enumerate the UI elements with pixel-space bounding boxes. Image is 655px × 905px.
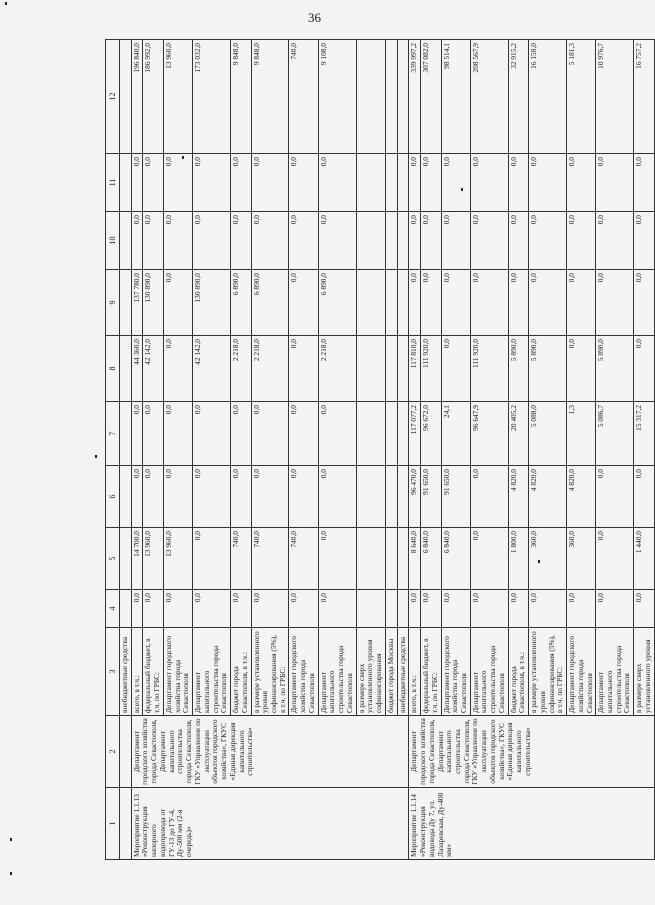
amount-cell: 5 890,0 [596,336,634,402]
funding-source-label: всего, в т.ч.: [131,628,143,716]
amount-cell: 0,0 [470,590,508,628]
amount-cell: 0,0 [193,466,231,528]
amount-cell: 0,0 [143,154,163,212]
amount-cell: 4 820,0 [567,466,596,528]
empty-cell [120,336,132,402]
amount-cell: 5 890,0 [529,336,567,402]
amount-cell: 0,0 [251,402,289,466]
amount-cell: 0,0 [318,402,356,466]
amount-cell [356,270,385,336]
amount-cell: 0,0 [596,466,634,528]
amount-cell: 13 960,0 [163,528,192,590]
amount-cell: 117 810,0 [409,336,421,402]
amount-cell: 0,0 [163,212,192,270]
amount-cell: 130 890,0 [143,270,163,336]
amount-cell: 0,0 [470,212,508,270]
measure-title: Мероприятие 1.1.13 «Реконструкция напорного водопровода от ГУ-13 до ГУ-4, Ду-500 мм (2-я очередь)» [131,788,409,860]
amount-cell: 0,0 [596,528,634,590]
amount-cell [397,154,409,212]
amount-cell: 13 960,0 [163,40,192,154]
amount-cell: 0,0 [470,528,508,590]
scan-speck [95,455,97,458]
amount-cell: 5 181,3 [567,40,596,154]
funding-source-label: Департамент капитального строительства города Севастополя [318,628,356,716]
amount-cell: 0,0 [567,590,596,628]
amount-cell [356,590,385,628]
empty-cell [120,788,132,860]
amount-cell: 0,0 [193,528,231,590]
measure-executor: Департамент городского хозяйства города Севастополя, Департамент капитального строительства города Севастополя, ГКУ «Управление по эксплуатации объектов городского хозяйства», ГКУС «Единая дирекция капитального строительства» [409,716,654,788]
funding-source-label: Департамент капитального строительства города Севастополя [193,628,231,716]
amount-cell: 96 470,0 [409,466,421,528]
column-header: 7 [106,402,120,466]
empty-cell [120,40,132,154]
carry-over-row [120,40,132,860]
amount-cell [356,40,385,154]
measure-executor: Департамент городского хозяйства города Севастополя, Департамент капитального строительства города Севастополя, ГКУ «Управление по эксплуатации объектов городского хозяйства», ГКУС «Единая дирекция капитального строительства» [131,716,409,788]
amount-cell: 98 514,1 [441,40,470,154]
amount-cell: 42 142,0 [143,336,163,402]
amount-cell: 4 820,0 [508,466,528,528]
amount-cell: 5 890,0 [508,336,528,402]
amount-cell [397,590,409,628]
amount-cell: 0,0 [251,466,289,528]
amount-cell: 360,0 [529,528,567,590]
amount-cell: 0,0 [143,590,163,628]
amount-cell: 0,0 [508,590,528,628]
amount-cell: 8 640,0 [409,528,421,590]
amount-cell: 0,0 [131,590,143,628]
empty-cell [120,716,132,788]
amount-cell: 0,0 [634,466,654,528]
amount-cell: 0,0 [409,590,421,628]
amount-cell: 0,0 [470,466,508,528]
amount-cell: 0,0 [441,590,470,628]
amount-cell: 740,0 [251,528,289,590]
column-header: 3 [106,628,120,716]
amount-cell: 15 317,2 [634,402,654,466]
amount-cell: 0,0 [470,154,508,212]
amount-cell: 0,0 [163,154,192,212]
amount-cell: 0,0 [193,212,231,270]
amount-cell: 10 976,7 [596,40,634,154]
funding-source-label: Департамент городского хозяйства города Севастополя [441,628,470,716]
amount-cell [385,154,397,212]
scan-speck [5,2,7,5]
amount-cell: 9 108,0 [318,40,356,154]
amount-cell: 96 647,9 [470,402,508,466]
amount-cell: 0,0 [470,270,508,336]
amount-cell: 24,1 [441,402,470,466]
amount-cell: 0,0 [318,154,356,212]
amount-cell [397,402,409,466]
amount-cell: 6 890,0 [251,270,289,336]
funding-source-label: бюджет города Севастополя, в т.ч.: [508,628,528,716]
amount-cell: 0,0 [131,212,143,270]
amount-cell: 0,0 [529,270,567,336]
amount-cell: 0,0 [318,528,356,590]
budget-table [105,39,655,860]
amount-cell: 0,0 [231,154,251,212]
funding-source-label: в размере сверх установленного уровня [634,628,654,716]
amount-cell: 0,0 [409,154,421,212]
amount-cell: 0,0 [409,212,421,270]
amount-cell: 111 920,0 [470,336,508,402]
amount-cell: 44 360,0 [131,336,143,402]
amount-cell: 0,0 [163,336,192,402]
amount-cell: 0,0 [251,154,289,212]
amount-cell: 0,0 [318,212,356,270]
amount-cell: 14 700,0 [131,528,143,590]
amount-cell: 2 218,0 [231,336,251,402]
funding-source-label: Департамент городского хозяйства города Севастополя [567,628,596,716]
amount-cell: 0,0 [318,466,356,528]
amount-cell: 117 077,2 [409,402,421,466]
amount-cell [385,528,397,590]
amount-cell: 9 848,0 [231,40,251,154]
amount-cell [397,40,409,154]
funding-source-label: всего, в т.ч.: [409,628,421,716]
amount-cell [385,212,397,270]
amount-cell: 96 672,0 [421,402,441,466]
amount-cell: 16 158,0 [529,40,567,154]
amount-cell: 0,0 [193,590,231,628]
amount-cell: 91 650,0 [441,466,470,528]
amount-cell: 307 082,0 [421,40,441,154]
amount-cell: 208 567,9 [470,40,508,154]
amount-cell: 6 840,0 [421,528,441,590]
amount-cell: 0,0 [289,270,318,336]
amount-cell [385,466,397,528]
column-header: 8 [106,336,120,402]
amount-cell: 0,0 [163,402,192,466]
amount-cell: 9 848,0 [251,40,289,154]
funding-source-label: бюджет города Севастополя, в т.ч.: [231,628,251,716]
amount-cell: 0,0 [131,466,143,528]
amount-cell [397,212,409,270]
amount-cell: 0,0 [567,212,596,270]
amount-cell: 6 890,0 [231,270,251,336]
amount-cell: 0,0 [231,212,251,270]
amount-cell: 0,0 [508,270,528,336]
amount-cell: 0,0 [508,212,528,270]
funding-source-label: Департамент городского хозяйства города Севастополя [163,628,192,716]
column-header: 10 [106,212,120,270]
amount-cell: 4 820,0 [529,466,567,528]
header-row [106,40,120,860]
amount-cell: 186 992,0 [143,40,163,154]
amount-cell: 42 142,0 [193,336,231,402]
amount-cell: 2 218,0 [251,336,289,402]
amount-cell: 0,0 [421,270,441,336]
amount-cell: 339 997,2 [409,40,421,154]
column-header: 5 [106,528,120,590]
amount-cell: 0,0 [289,336,318,402]
amount-cell: 0,0 [567,154,596,212]
scan-speck [10,872,12,875]
empty-cell [120,528,132,590]
amount-cell: 32 915,2 [508,40,528,154]
amount-cell: 1 440,0 [634,528,654,590]
amount-cell: 0,0 [596,154,634,212]
amount-cell [385,40,397,154]
column-header: 4 [106,590,120,628]
amount-cell: 0,0 [289,154,318,212]
amount-cell: 740,0 [289,40,318,154]
amount-cell [397,270,409,336]
amount-cell: 196 840,0 [131,40,143,154]
amount-cell [385,402,397,466]
funding-source-label: бюджет города Москвы [385,628,397,716]
amount-cell: 0,0 [421,212,441,270]
amount-cell: 740,0 [289,528,318,590]
amount-cell: 0,0 [596,270,634,336]
amount-cell: 0,0 [634,590,654,628]
funding-source-label: федеральный бюджет, в т.ч. по ГРБС: [421,628,441,716]
funding-source-label: в размере установленного уровня софинансирования (5%), в т.ч. по ГРБС: [529,628,567,716]
column-header: 1 [106,788,120,860]
amount-cell [397,528,409,590]
amount-cell: 91 650,0 [421,466,441,528]
amount-cell: 0,0 [143,402,163,466]
amount-cell: 16 757,2 [634,40,654,154]
amount-cell: 0,0 [421,590,441,628]
amount-cell: 0,0 [421,154,441,212]
amount-cell: 0,0 [634,154,654,212]
amount-cell [356,466,385,528]
amount-cell: 0,0 [163,590,192,628]
amount-cell: 0,0 [596,212,634,270]
amount-cell: 0,0 [289,212,318,270]
column-header: 11 [106,154,120,212]
amount-cell: 0,0 [163,270,192,336]
amount-cell: 0,0 [231,590,251,628]
amount-cell: 1,3 [567,402,596,466]
column-header: 12 [106,40,120,154]
amount-cell: 0,0 [634,212,654,270]
amount-cell: 6 890,0 [318,270,356,336]
amount-cell: 0,0 [596,590,634,628]
amount-cell: 0,0 [289,590,318,628]
amount-cell: 0,0 [231,402,251,466]
amount-cell: 360,0 [567,528,596,590]
amount-cell [385,590,397,628]
amount-cell: 0,0 [634,270,654,336]
amount-cell: 0,0 [441,270,470,336]
amount-cell [385,270,397,336]
amount-cell: 0,0 [131,154,143,212]
amount-cell: 0,0 [289,466,318,528]
amount-cell: 0,0 [193,402,231,466]
amount-cell: 0,0 [251,590,289,628]
rotated-table-container [105,40,652,860]
amount-cell [356,402,385,466]
amount-cell: 0,0 [441,212,470,270]
amount-cell: 130 890,0 [193,270,231,336]
amount-cell: 740,0 [231,528,251,590]
amount-cell: 20 405,2 [508,402,528,466]
column-header: 6 [106,466,120,528]
amount-cell: 0,0 [193,154,231,212]
carry-over-label: внебюджетные средства [120,628,132,716]
amount-cell: 0,0 [318,590,356,628]
amount-cell: 0,0 [131,402,143,466]
amount-cell: 1 800,0 [508,528,528,590]
table-row [131,40,143,860]
amount-cell: 0,0 [143,212,163,270]
amount-cell: 0,0 [634,336,654,402]
amount-cell: 0,0 [409,270,421,336]
amount-cell [356,154,385,212]
amount-cell: 0,0 [508,154,528,212]
amount-cell [356,528,385,590]
amount-cell: 5 086,7 [596,402,634,466]
page-number: 36 [308,10,321,25]
amount-cell [397,336,409,402]
amount-cell: 0,0 [567,336,596,402]
amount-cell: 0,0 [567,270,596,336]
amount-cell: 13 960,0 [143,528,163,590]
empty-cell [120,402,132,466]
funding-source-label: Департамент капитального строительства города Севастополя [470,628,508,716]
table-row [409,40,421,860]
funding-source-label: в размере установленного уровня софинансирования (5%), в т.ч. по ГРБС: [251,628,289,716]
empty-cell [120,154,132,212]
amount-cell: 2 218,0 [318,336,356,402]
measure-title: Мероприятие 1.1.14 «Реконструкция водовода Ду 7, ул. Лазаревская, Ду-400 мм» [409,788,654,860]
amount-cell: 0,0 [529,590,567,628]
empty-cell [120,212,132,270]
amount-cell: 0,0 [231,466,251,528]
funding-source-label: федеральный бюджет, в т.ч. по ГРБС: [143,628,163,716]
amount-cell: 111 920,0 [421,336,441,402]
amount-cell: 0,0 [163,466,192,528]
amount-cell: 0,0 [529,212,567,270]
column-header: 2 [106,716,120,788]
funding-source-label: внебюджетные средства [397,628,409,716]
amount-cell: 0,0 [441,154,470,212]
scan-speck [10,838,12,841]
column-header: 9 [106,270,120,336]
funding-source-label: Департамент капитального строительства города Севастополя [596,628,634,716]
amount-cell [397,466,409,528]
empty-cell [120,270,132,336]
amount-cell: 137 780,0 [131,270,143,336]
empty-cell [120,590,132,628]
amount-cell [356,212,385,270]
empty-cell [120,466,132,528]
amount-cell: 0,0 [143,466,163,528]
amount-cell: 0,0 [251,212,289,270]
amount-cell [356,336,385,402]
amount-cell: 5 088,0 [529,402,567,466]
amount-cell: 0,0 [529,154,567,212]
amount-cell: 6 840,0 [441,528,470,590]
funding-source-label: Департамент городского хозяйства города Севастополя [289,628,318,716]
amount-cell: 0,0 [441,336,470,402]
funding-source-label: в размере сверх установленного уровня софинансирования [356,628,385,716]
amount-cell: 173 032,0 [193,40,231,154]
amount-cell [385,336,397,402]
amount-cell: 0,0 [289,402,318,466]
